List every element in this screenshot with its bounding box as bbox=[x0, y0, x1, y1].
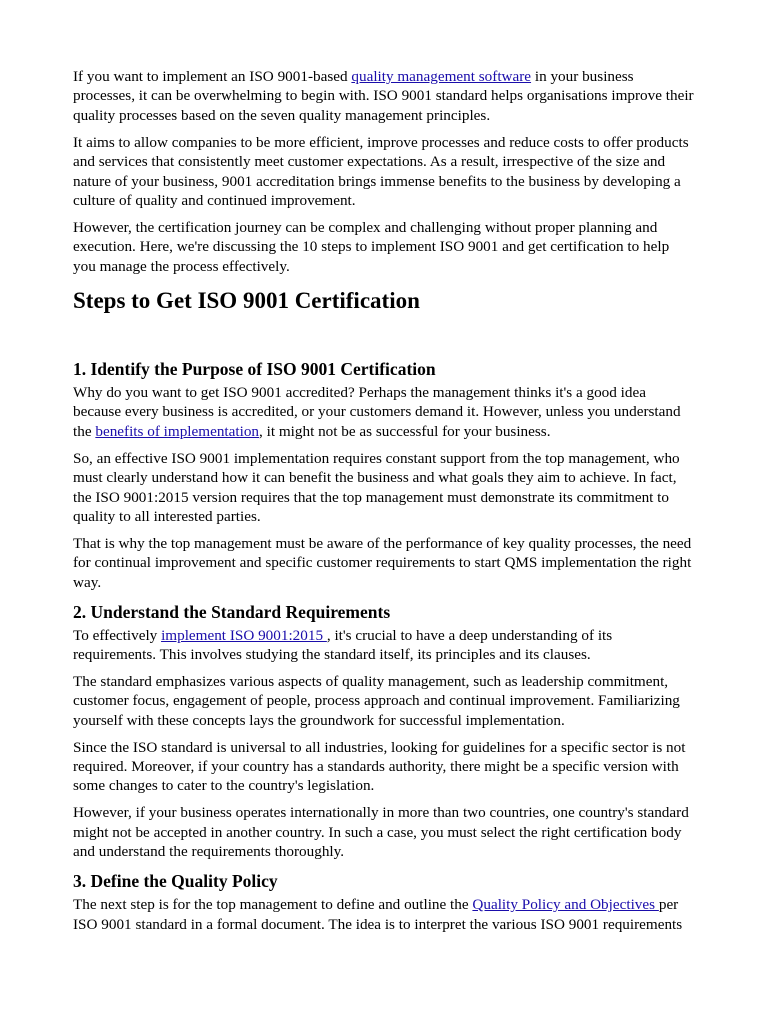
intro-paragraph-2: It aims to allow companies to be more efficient, improve processes and reduce costs to offer products and services that consistently meet customer expectations. As a result, irrespective of the size and nature of your business, 9001 accreditation brings immense benefits to the business by developing a culture of quality and continued improvement. bbox=[73, 133, 689, 209]
step-3-heading: 3. Define the Quality Policy bbox=[73, 871, 278, 892]
step-1-paragraph-2: So, an effective ISO 9001 implementation requires constant support from the top management, who must clearly understand how it can benefit the business and what goals they aim to achieve. In fact, the ISO 9001:2015 version requires that the top management must demonstrate its commitment to quality to all interested parties. bbox=[73, 449, 680, 525]
text-run: Why do you want to get ISO 9001 accredited? Perhaps the management thinks it's a good idea because every business is accredited, or your customers demand it. However, unless you understand the bbox=[73, 384, 681, 440]
text-run: , it's crucial to have a deep understanding of its requirements. This involves studying the standard itself, its principles and its clauses. bbox=[73, 626, 613, 664]
intro-paragraph-3: However, the certification journey can be complex and challenging without proper planning and execution. Here, we're discussing the 10 steps to implement ISO 9001 and get certification to help you manage the process effectively. bbox=[73, 218, 670, 275]
benefits-of-implementation-link[interactable]: benefits of implementation bbox=[95, 422, 260, 440]
quality-management-software-link[interactable]: quality management software bbox=[351, 68, 532, 85]
implement-iso-9001-link[interactable]: implement ISO 9001:2015 bbox=[161, 626, 327, 644]
text-run: , it might not be as successful for your business. bbox=[259, 422, 551, 440]
quality-policy-and-objectives-link[interactable]: Quality Policy and Objectives bbox=[472, 896, 659, 914]
step-1-paragraph-1 bbox=[73, 383, 695, 441]
text-run: in your business processes, it can be overwhelming to begin with. ISO 9001 standard helps organisations improve their quality processes based on the seven quality management principles. bbox=[73, 68, 694, 124]
step-3-paragraph-1 bbox=[73, 895, 695, 934]
step-2-heading: 2. Understand the Standard Requirements bbox=[73, 601, 391, 622]
intro-paragraph-1 bbox=[73, 67, 695, 125]
text-run: If you want to implement an ISO 9001-based bbox=[73, 68, 352, 85]
step-1-paragraph-3: That is why the top management must be aware of the performance of key quality processes, the need for continual improvement and specific customer requirements to start QMS implementation the right way. bbox=[73, 534, 692, 591]
step-2-paragraph-1 bbox=[73, 626, 695, 665]
step-2-paragraph-4: However, if your business operates internationally in more than two countries, one country's standard might not be accepted in another country. In such a case, you must select the right certification body and understand the requirements thoroughly. bbox=[73, 804, 689, 861]
text-run: The next step is for the top management to define and outline the bbox=[73, 896, 473, 914]
text-run: per ISO 9001 standard in a formal document. The idea is to interpret the various ISO 9001 requirements bbox=[73, 896, 683, 933]
text-run: To effectively bbox=[73, 626, 162, 644]
step-2-paragraph-3: Since the ISO standard is universal to all industries, looking for guidelines for a specific sector is not required. Moreover, if your country has a standards authority, there might be a specific version with some changes to cater to the country's legislation. bbox=[73, 738, 686, 795]
main-heading: Steps to Get ISO 9001 Certification bbox=[73, 288, 420, 314]
step-1-heading: 1. Identify the Purpose of ISO 9001 Certification bbox=[73, 359, 436, 380]
step-2-paragraph-2: The standard emphasizes various aspects of quality management, such as leadership commitment, customer focus, engagement of people, process approach and continual improvement. Familiarizing yourself with these concepts lays the groundwork for successful implementation. bbox=[73, 672, 680, 729]
